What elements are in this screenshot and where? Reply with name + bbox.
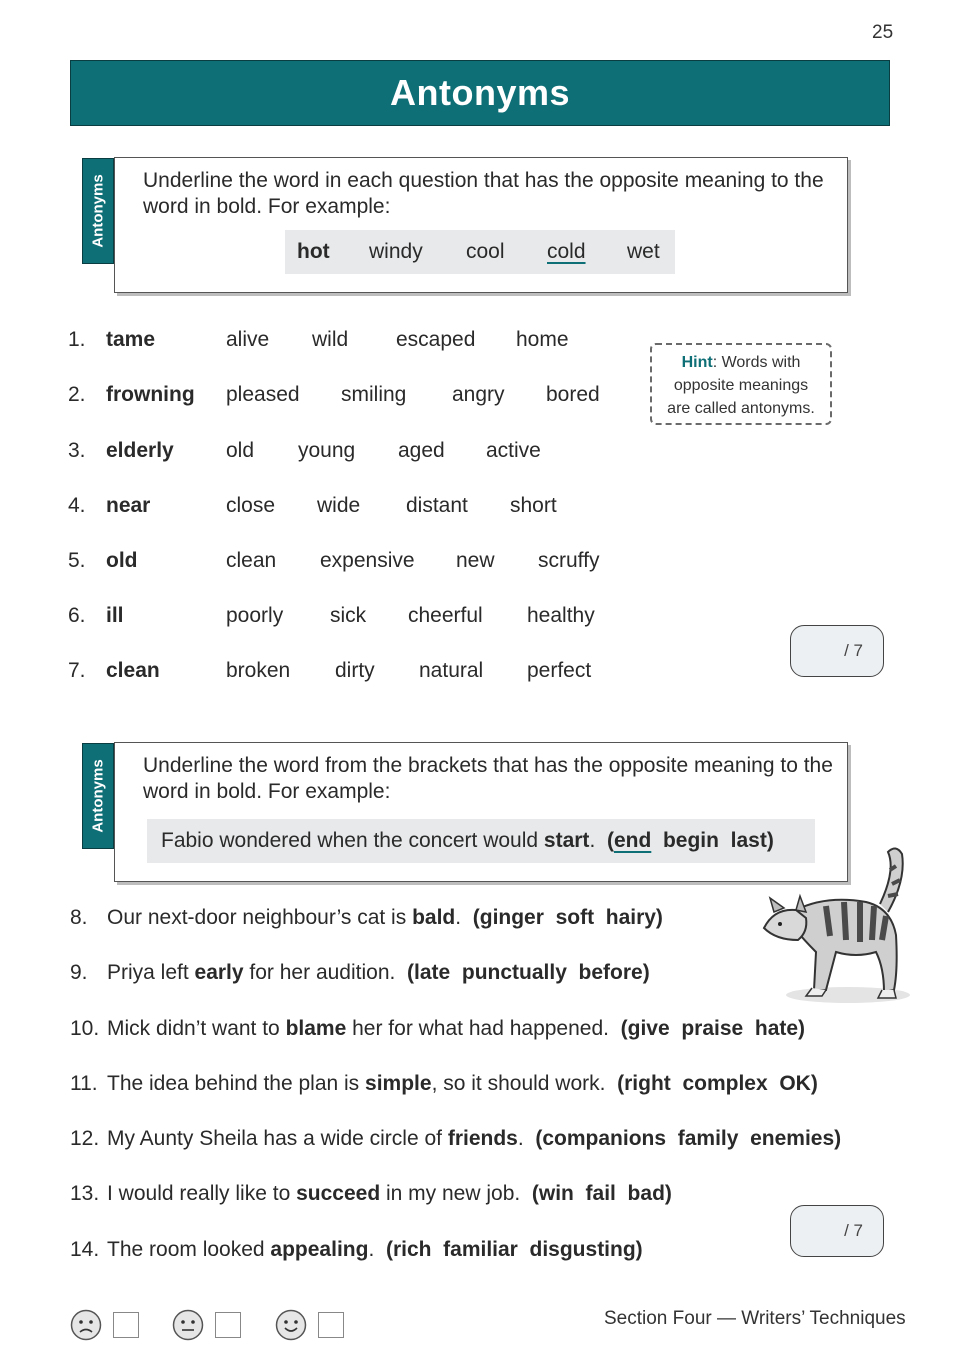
bracket-options[interactable]: (late punctually before)	[407, 961, 650, 984]
sentence-row	[70, 906, 663, 930]
question-word: tame	[106, 328, 156, 351]
score-box[interactable]: / 7	[790, 625, 884, 677]
sentence-row	[70, 961, 650, 985]
sad-face-checkbox[interactable]	[113, 1312, 139, 1338]
footer-section-label: Section Four — Writers’ Techniques	[604, 1308, 906, 1329]
sentence-row	[70, 1127, 841, 1151]
section-tab	[82, 158, 114, 264]
sentence-text: Priya left	[107, 961, 195, 984]
instruction-text: Underline the word in each question that has the opposite meaning to the word in bold. For example:	[143, 169, 824, 218]
sentence-text: The idea behind the plan is	[107, 1072, 366, 1095]
option[interactable]: bored	[546, 383, 600, 406]
sentence-row	[70, 1238, 643, 1262]
question-word: old	[106, 549, 138, 572]
option[interactable]: distant	[406, 494, 468, 517]
option[interactable]: scruffy	[538, 549, 600, 572]
title-banner	[70, 60, 890, 126]
question-number: 13.	[70, 1182, 100, 1205]
score-box[interactable]: / 7	[790, 1205, 884, 1257]
option[interactable]: short	[510, 494, 557, 517]
option[interactable]: young	[298, 439, 356, 462]
hint-box	[650, 343, 832, 425]
instruction-box	[114, 742, 848, 882]
option[interactable]: clean	[226, 549, 277, 572]
sentence-text: The room looked	[107, 1238, 271, 1261]
sentence-row	[70, 1072, 818, 1096]
question-word: frowning	[106, 383, 195, 406]
example-box	[285, 230, 675, 274]
section-tab-label: Antonyms	[89, 174, 107, 248]
example-option: wet	[627, 240, 660, 263]
example-answer: cold	[547, 240, 586, 263]
cat-illustration	[756, 840, 916, 1010]
sentence-row	[70, 1182, 672, 1206]
question-number: 3.	[68, 439, 86, 462]
question-word: near	[106, 494, 151, 517]
question-word: clean	[106, 659, 160, 682]
bracket-options[interactable]: (rich familiar disgusting)	[385, 1238, 643, 1261]
question-number: 8.	[70, 906, 88, 929]
section-tab-label: Antonyms	[89, 759, 107, 833]
bracket-options[interactable]: (right complex OK)	[617, 1072, 818, 1095]
option[interactable]: smiling	[341, 383, 407, 406]
option[interactable]: pleased	[226, 383, 300, 406]
option[interactable]: cheerful	[408, 604, 483, 627]
option[interactable]: old	[226, 439, 255, 462]
sentence-text: My Aunty Sheila has a wide circle of	[107, 1127, 448, 1150]
question-number: 1.	[68, 328, 86, 351]
sentence-bold-word: succeed	[296, 1182, 381, 1205]
bracket-options[interactable]: (companions family enemies)	[535, 1127, 842, 1150]
sentence-text: , so it should work.	[431, 1072, 618, 1095]
hint-text: : Words with	[712, 354, 801, 371]
sentence-text: Our next-door neighbour’s cat is	[107, 906, 413, 929]
sentence-bold-word: appealing	[270, 1238, 369, 1261]
question-number: 6.	[68, 604, 86, 627]
option[interactable]: aged	[398, 439, 445, 462]
hint-label: Hint	[681, 354, 713, 371]
sentence-text: for her audition.	[243, 961, 408, 984]
bracket-options[interactable]: (give praise hate)	[620, 1017, 806, 1040]
option[interactable]: broken	[226, 659, 291, 682]
example-bracket: )	[766, 829, 774, 852]
sentence-text: .	[368, 1238, 386, 1261]
hint-text: are called antonyms.	[667, 400, 815, 417]
question-number: 7.	[68, 659, 86, 682]
option[interactable]: natural	[419, 659, 484, 682]
question-number: 9.	[70, 961, 88, 984]
option[interactable]: close	[226, 494, 276, 517]
sentence-text: her for what had happened.	[346, 1017, 621, 1040]
happy-face-checkbox[interactable]	[318, 1312, 344, 1338]
option[interactable]: poorly	[226, 604, 284, 627]
option[interactable]: alive	[226, 328, 270, 351]
option[interactable]: home	[516, 328, 569, 351]
option[interactable]: perfect	[527, 659, 592, 682]
example-sentence: Fabio wondered when the concert would	[161, 829, 544, 852]
option[interactable]: sick	[330, 604, 367, 627]
question-number: 14.	[70, 1238, 100, 1261]
sentence-text: I would really like to	[107, 1182, 297, 1205]
question-number: 12.	[70, 1127, 100, 1150]
question-number: 11.	[70, 1072, 98, 1095]
example-bold-word: start	[543, 829, 590, 852]
neutral-face-icon	[172, 1309, 204, 1341]
page-title: Antonyms	[389, 72, 570, 113]
sentence-row	[70, 1017, 805, 1041]
sentence-text: .	[517, 1127, 536, 1150]
question-number: 10.	[70, 1017, 100, 1040]
sad-face-icon	[70, 1309, 102, 1341]
instruction-text: Underline the word from the brackets that has the opposite meaning to the word in bold. For example:	[143, 754, 833, 803]
question-word: elderly	[106, 439, 174, 462]
sentence-bold-word: early	[194, 961, 244, 984]
option[interactable]: dirty	[335, 659, 375, 682]
example-box	[147, 819, 815, 863]
sentence-text: in my new job.	[380, 1182, 532, 1205]
question-number: 5.	[68, 549, 86, 572]
bracket-options[interactable]: (ginger soft hairy)	[472, 906, 663, 929]
example-answer: end	[613, 829, 652, 852]
hint-text: opposite meanings	[673, 377, 809, 394]
sentence-bold-word: blame	[285, 1017, 347, 1040]
instruction-box	[114, 157, 848, 293]
section-tab	[82, 743, 114, 849]
question-word: ill	[106, 604, 124, 627]
option[interactable]: healthy	[527, 604, 595, 627]
option[interactable]: wild	[312, 328, 349, 351]
example-option: begin	[662, 829, 719, 852]
sentence-bold-word: friends	[447, 1127, 518, 1150]
option[interactable]: new	[456, 549, 495, 572]
example-option: windy	[369, 240, 423, 263]
neutral-face-checkbox[interactable]	[215, 1312, 241, 1338]
page-number: 25	[872, 22, 894, 43]
sentence-bold-word: simple	[365, 1072, 432, 1095]
option[interactable]: active	[486, 439, 541, 462]
bracket-options[interactable]: (win fail bad)	[531, 1182, 672, 1205]
sentence-text: Mick didn’t want to	[107, 1017, 286, 1040]
example-bold-word: hot	[297, 240, 330, 263]
happy-face-icon	[275, 1309, 307, 1341]
option[interactable]: wide	[317, 494, 361, 517]
question-number: 4.	[68, 494, 86, 517]
example-bracket: (	[606, 829, 614, 852]
option[interactable]: angry	[452, 383, 505, 406]
question-number: 2.	[68, 383, 86, 406]
example-option: last	[730, 829, 767, 852]
option[interactable]: escaped	[396, 328, 476, 351]
example-option: cool	[466, 240, 505, 263]
example-punct: .	[589, 829, 607, 852]
sentence-bold-word: bald	[412, 906, 456, 929]
sentence-text: .	[455, 906, 473, 929]
option[interactable]: expensive	[320, 549, 415, 572]
